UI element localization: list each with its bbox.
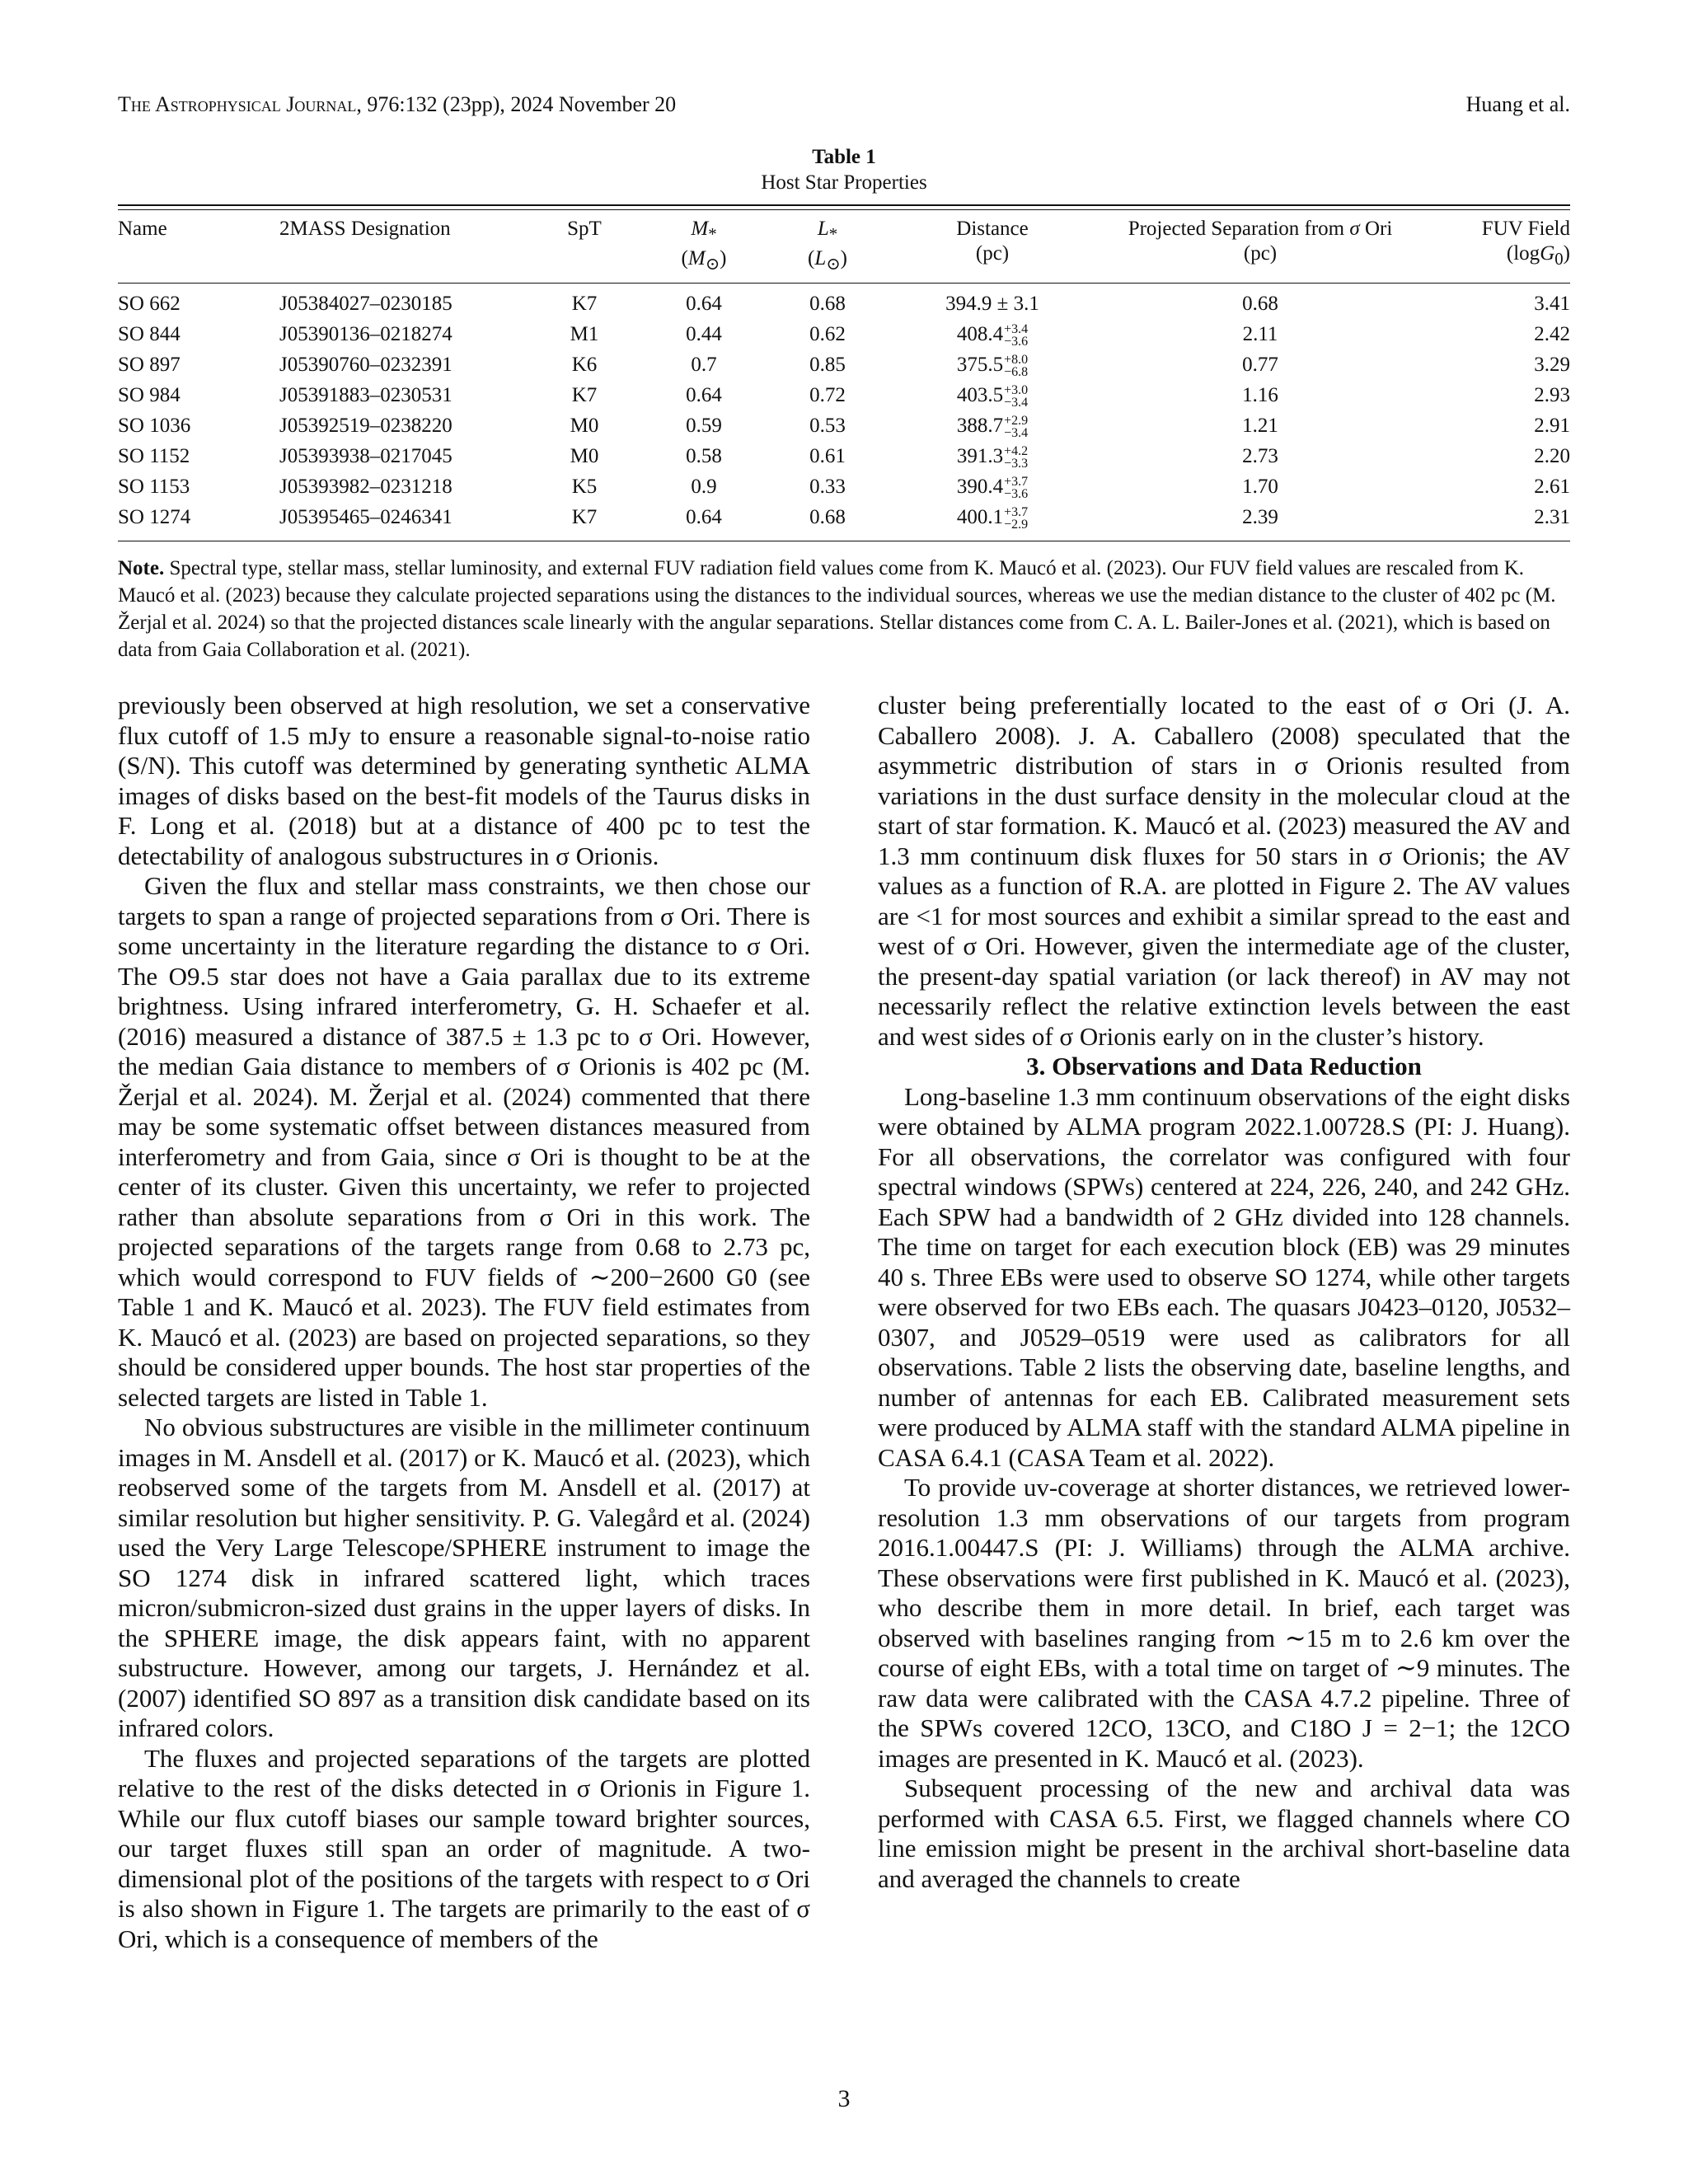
cell-2mass: J05390760–0232391 <box>279 354 452 376</box>
cell-mass: 0.44 <box>686 323 722 345</box>
cell-separation: 2.73 <box>1242 445 1278 467</box>
cell-mass: 0.64 <box>642 502 766 541</box>
cell-name: SO 662 <box>118 293 181 315</box>
table-row <box>118 319 1570 349</box>
table-row <box>118 471 1570 502</box>
table-number: Table 1 <box>812 146 876 168</box>
table-header-row <box>118 210 1570 284</box>
cell-fuv: 2.93 <box>1534 384 1570 406</box>
distance-uncertainty: +4.2 −3.3 <box>1004 444 1029 471</box>
cell-name: SO 1153 <box>118 476 190 498</box>
cell-2mass: J05391883–0230531 <box>279 384 452 406</box>
section-heading: 3. Observations and Data Reduction <box>1026 1052 1422 1080</box>
col-header-name: Name <box>118 210 279 284</box>
cell-luminosity: 0.33 <box>809 476 846 498</box>
cell-separation: 0.68 <box>1242 293 1278 315</box>
distance-uncertainty: +3.7 −3.6 <box>1004 475 1029 502</box>
cell-spt: K7 <box>527 502 642 541</box>
cell-fuv: 2.20 <box>1534 445 1570 467</box>
col-header-distance: Distance (pc) <box>889 210 1095 284</box>
cell-mass: 0.64 <box>686 293 722 315</box>
cell-spt: M1 <box>570 323 599 345</box>
cell-mass: 0.7 <box>691 354 717 376</box>
note-text: Spectral type, stellar mass, stellar luminosity, and external FUV radiation field values come from K. Maucó et al. (2023). Our FUV field values are rescaled from K. Maucó et al. (2023) because they calculate projected separations using the distances to the individual sources, whereas we use the median distance to the cluster of 402 pc (M. Žerjal et al. 2024) so that the projected distances scale linearly with the angular separations. Stellar distances come from C. A. L. Bailer-Jones et al. (2021), which is based on data from Gaia Collaboration et al. (2021). <box>118 557 1556 661</box>
table-row <box>118 284 1570 320</box>
cell-mass: 0.64 <box>686 384 722 406</box>
table-row <box>118 380 1570 410</box>
cell-fuv: 3.41 <box>1534 293 1570 315</box>
cell-fuv: 3.29 <box>1534 354 1570 376</box>
cell-separation: 1.70 <box>1242 476 1278 498</box>
distance-uncertainty: +3.4 −3.6 <box>1004 322 1029 349</box>
paragraph: No obvious substructures are visible in the millimeter continuum images in M. Ansdell et al. (2017) or K. Maucó et al. (2023), which reobserved some of the targets from M. Ansdell et al. (2017) at similar resolution but higher sensitivity. P. G. Valegård et al. (2024) used the Very Large Telescope/SPHERE instrument to image the SO 1274 disk in infrared scattered light, which traces micron/submicron-sized dust grains in the upper layers of disks. In the SPHERE image, the disk appears faint, with no apparent substructure. However, among our targets, J. Hernández et al. (2007) identified SO 897 as a transition disk candidate based on its infrared colors. <box>118 1413 810 1742</box>
cell-distance: 388.7 +2.9 −3.4 <box>956 414 1029 441</box>
cell-luminosity: 0.85 <box>809 354 846 376</box>
journal-citation <box>118 92 676 117</box>
distance-uncertainty: +2.9 −3.4 <box>1004 414 1029 441</box>
cell-2mass: J05390136–0218274 <box>279 323 452 345</box>
cell-mass: 0.59 <box>686 415 722 437</box>
cell-name: SO 1274 <box>118 502 279 541</box>
col-header-mass: $M_*$ $(M_⊙)$ <box>642 210 766 284</box>
cell-2mass: J05393938–0217045 <box>279 445 452 467</box>
cell-distance: 390.4 +3.7 −3.6 <box>956 475 1029 502</box>
table-title: Host Star Properties <box>761 171 927 194</box>
cell-name: SO 1152 <box>118 445 190 467</box>
cell-distance: 391.3 +4.2 −3.3 <box>956 444 1029 471</box>
cell-separation: 2.11 <box>1242 323 1278 345</box>
cell-separation: 1.21 <box>1242 415 1278 437</box>
cell-fuv: 2.42 <box>1534 323 1570 345</box>
paragraph: cluster being preferentially located to the east of σ Ori (J. A. Caballero 2008). J. A. Caballero (2008) speculated that the asymmetric distribution of stars in σ Orionis resulted from variations in the dust surface density in the molecular cloud at the start of star formation. K. Maucó et al. (2023) measured the AV and 1.3 mm continuum disk fluxes for 50 stars in σ Orionis; the AV values as a function of R.A. are plotted in Figure 2. The AV values are <1 for most sources and exhibit a similar spread to the east and west of σ Ori. However, given the intermediate age of the cluster, the present-day spatial variation (or lack thereof) in AV may not necessarily reflect the relative extinction levels between the east and west sides of σ Orionis early on in the cluster’s history. <box>878 691 1570 1051</box>
host-star-table <box>118 204 1570 541</box>
cell-luminosity: 0.68 <box>766 502 889 541</box>
page-number: 3 <box>837 2085 851 2112</box>
left-column <box>118 691 810 1954</box>
distance-uncertainty: +8.0 −6.8 <box>1004 353 1029 380</box>
cell-separation: 0.77 <box>1242 354 1278 376</box>
paragraph: To provide uv-coverage at shorter distances, we retrieved lower-resolution 1.3 mm observations of our targets from program 2016.1.00447.S (PI: J. Williams) through the ALMA archive. These observations were first published in K. Maucó et al. (2023), who describe them in more detail. In brief, each target was observed with baselines ranging from ∼15 m to 2.6 km over the course of eight EBs, with a total time on target of ∼9 minutes. The raw data were calibrated with the CASA 4.7.2 pipeline. Three of the SPWs covered 12CO, 13CO, and C18O J = 2−1; the 12CO images are presented in K. Maucó et al. (2023). <box>878 1473 1570 1773</box>
cell-distance: 375.5 +8.0 −6.8 <box>956 353 1029 380</box>
table-row <box>118 349 1570 380</box>
col-header-separation: Projected Separation from σ Ori (pc) <box>1095 210 1425 284</box>
running-header <box>118 92 1570 125</box>
cell-spt: M0 <box>570 415 599 437</box>
note-label: Note. <box>118 557 165 579</box>
cell-2mass: J05384027–0230185 <box>279 293 452 315</box>
cell-name: SO 844 <box>118 323 181 345</box>
table-row <box>118 441 1570 471</box>
cell-spt: K7 <box>571 293 598 315</box>
paragraph: The fluxes and projected separations of the targets are plotted relative to the rest of the disks detected in σ Orionis in Figure 1. While our flux cutoff biases our sample toward brighter sources, our target fluxes still span an order of magnitude. A two-dimensional plot of the positions of the targets with respect to σ Ori is also shown in Figure 1. The targets are primarily to the east of σ Ori, which is a consequence of members of the <box>118 1743 810 1953</box>
paragraph: Long-baseline 1.3 mm continuum observations of the eight disks were obtained by ALMA program 2022.1.00728.S (PI: J. Huang). For all observations, the correlator was configured with four spectral windows (SPWs) centered at 224, 226, 240, and 242 GHz. Each SPW had a bandwidth of 2 GHz divided into 128 channels. The time on target for each execution block (EB) was 29 minutes 40 s. Three EBs were used to observe SO 1274, while other targets were observed for two EBs each. The quasars J0423–0120, J0532–0307, and J0529–0519 were used as calibrators for all observations. Table 2 lists the observing date, baseline lengths, and number of antennas for each EB. Calibrated measurement sets were produced by ALMA staff with the standard ALMA pipeline in CASA 6.4.1 (CASA Team et al. 2022). <box>878 1081 1570 1472</box>
distance-uncertainty: +3.0 −3.4 <box>1004 383 1029 410</box>
cell-fuv: 2.61 <box>1534 476 1570 498</box>
cell-separation: 2.39 <box>1095 502 1425 541</box>
author-running-head: Huang et al. <box>1465 92 1570 116</box>
cell-name: SO 897 <box>118 354 181 376</box>
citation: , 976:132 (23pp), 2024 November 20 <box>356 92 677 116</box>
cell-mass: 0.58 <box>686 445 722 467</box>
col-header-luminosity: $L_*$ $(L_⊙)$ <box>766 210 889 284</box>
cell-distance: 403.5 +3.0 −3.4 <box>956 383 1029 410</box>
col-header-fuv: FUV Field (logG$_0$) <box>1425 210 1570 284</box>
cell-mass: 0.9 <box>691 476 717 498</box>
cell-name: SO 984 <box>118 384 181 406</box>
cell-separation: 1.16 <box>1242 384 1278 406</box>
cell-distance: 400.1 +3.7 −2.9 <box>889 502 1095 541</box>
cell-2mass: J05393982–0231218 <box>279 476 452 498</box>
paragraph: Subsequent processing of the new and archival data was performed with CASA 6.5. First, we flagged channels where CO line emission might be present in the archival short-baseline data and averaged the channels to create <box>878 1774 1570 1893</box>
cell-luminosity: 0.61 <box>809 445 846 467</box>
cell-luminosity: 0.68 <box>809 293 846 315</box>
paragraph: Given the flux and stellar mass constraints, we then chose our targets to span a range of projected separations from σ Ori. There is some uncertainty in the literature regarding the distance to σ Ori. The O9.5 star does not have a Gaia parallax due to its extreme brightness. Using infrared interferometry, G. H. Schaefer et al. (2016) measured a distance of 387.5 ± 1.3 pc to σ Ori. However, the median Gaia distance to members of σ Orionis is 402 pc (M. Žerjal et al. 2024). M. Žerjal et al. (2024) commented that there may be some systematic offset between distances measured from interferometry and from Gaia, since σ Ori is thought to be at the center of its cluster. Given this uncertainty, we refer to projected rather than absolute separations from σ Ori in this work. The projected separations of the targets range from 0.68 to 2.73 pc, which would correspond to FUV fields of ∼200−2600 G0 (see Table 1 and K. Maucó et al. 2023). The FUV field estimates from K. Maucó et al. (2023) are based on projected separations, so they should be considered upper bounds. The host star properties of the selected targets are listed in Table 1. <box>118 871 810 1412</box>
cell-distance: 394.9 ± 3.1 <box>945 293 1039 315</box>
cell-spt: M0 <box>570 445 599 467</box>
cell-luminosity: 0.62 <box>809 323 846 345</box>
right-column <box>878 691 1570 1894</box>
cell-spt: K7 <box>571 384 598 406</box>
cell-2mass: J05392519–0238220 <box>279 415 452 437</box>
cell-2mass: J05395465–0246341 <box>279 502 527 541</box>
col-header-spt: SpT <box>527 210 642 284</box>
cell-luminosity: 0.72 <box>809 384 846 406</box>
cell-spt: K5 <box>571 476 598 498</box>
table-note <box>118 555 1570 663</box>
distance-uncertainty: +3.7 −2.9 <box>1004 505 1029 532</box>
table-body <box>118 284 1570 541</box>
cell-luminosity: 0.53 <box>809 415 846 437</box>
table-row <box>118 410 1570 441</box>
paragraph: previously been observed at high resolution, we set a conservative flux cutoff of 1.5 mJy to ensure a reasonable signal-to-noise ratio (S/N). This cutoff was determined by generating synthetic ALMA images of disks based on the best-fit models of the Taurus disks in F. Long et al. (2018) but at a distance of 400 pc to test the detectability of analogous substructures in σ Orionis. <box>118 691 810 870</box>
cell-distance: 408.4 +3.4 −3.6 <box>956 322 1029 349</box>
cell-fuv: 2.91 <box>1534 415 1570 437</box>
col-header-2mass: 2MASS Designation <box>279 210 527 284</box>
table-row <box>118 502 1570 541</box>
cell-spt: K6 <box>571 354 598 376</box>
journal-name: The Astrophysical Journal <box>118 92 357 116</box>
cell-fuv: 2.31 <box>1425 502 1570 541</box>
table-caption <box>118 144 1570 195</box>
cell-name: SO 1036 <box>118 415 191 437</box>
